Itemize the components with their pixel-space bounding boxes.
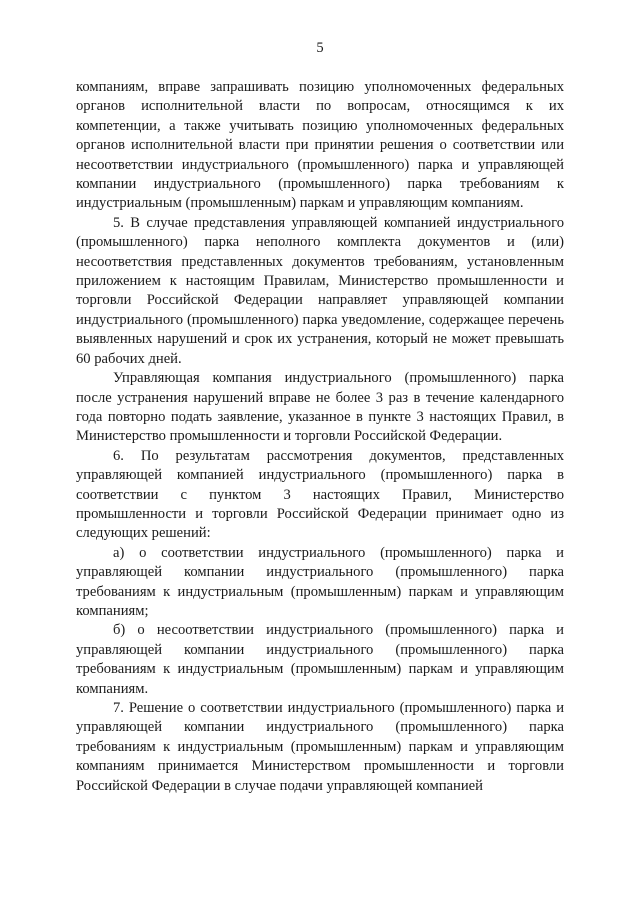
page-number: 5 <box>316 40 324 56</box>
paragraph-item-7: 7. Решение о соответствии индустриального (промышленного) парка и управляющей компании индустриального (промышленного) парка требованиям к индустриальным (промышленным) паркам и управляющим компаниям принимается Министерством промышленности и торговли Российской Федерации в случае подачи управляющей компанией <box>76 700 564 794</box>
document-body <box>76 78 564 796</box>
paragraph-item-5: 5. В случае представления управляющей компанией индустриального (промышленного) парка неполного комплекта документов и (или) несоответствия представленных документов требованиям, установленным приложением к настоящим Правилам, Министерство промышленности и торговли Российской Федерации направляет управляющей компании индустриального (промышленного) парка уведомление, содержащее перечень выявленных нарушений и срок их устранения, который не может превышать 60 рабочих дней. <box>76 214 564 367</box>
paragraph-item-6b: б) о несоответствии индустриального (промышленного) парка и управляющей компании индустриального (промышленного) парка требованиям к индустриальным (промышленным) паркам и управляющим компаниям. <box>76 622 564 697</box>
paragraph-continuation: компаниям, вправе запрашивать позицию уполномоченных федеральных органов исполнительной власти по вопросам, относящимся к их компетенции, а также учитывать позицию уполномоченных федеральных органов исполнительной власти при принятии решения о соответствии или несоответствии индустриального (промышленного) парка и управляющей компании индустриального (промышленного) парка требованиям к индустриальным (промышленным) паркам и управляющим компаниям. <box>76 79 564 212</box>
paragraph-item-6: 6. По результатам рассмотрения документов, представленных управляющей компанией индустриального (промышленного) парка в соответствии с пунктом 3 настоящих Правил, Министерство промышленности и торговли Российской Федерации принимает одно из следующих решений: <box>76 447 564 542</box>
paragraph-item-5-resubmission: Управляющая компания индустриального (промышленного) парка после устранения нарушений вправе не более 3 раз в течение календарного года повторно подать заявление, указанное в пункте 3 настоящих Правил, в Министерство промышленности и торговли Российской Федерации. <box>76 370 564 445</box>
paragraph-item-6a: а) о соответствии индустриального (промышленного) парка и управляющей компании индустриального (промышленного) парка требованиям к индустриальным (промышленным) паркам и управляющим компаниям; <box>76 544 564 619</box>
